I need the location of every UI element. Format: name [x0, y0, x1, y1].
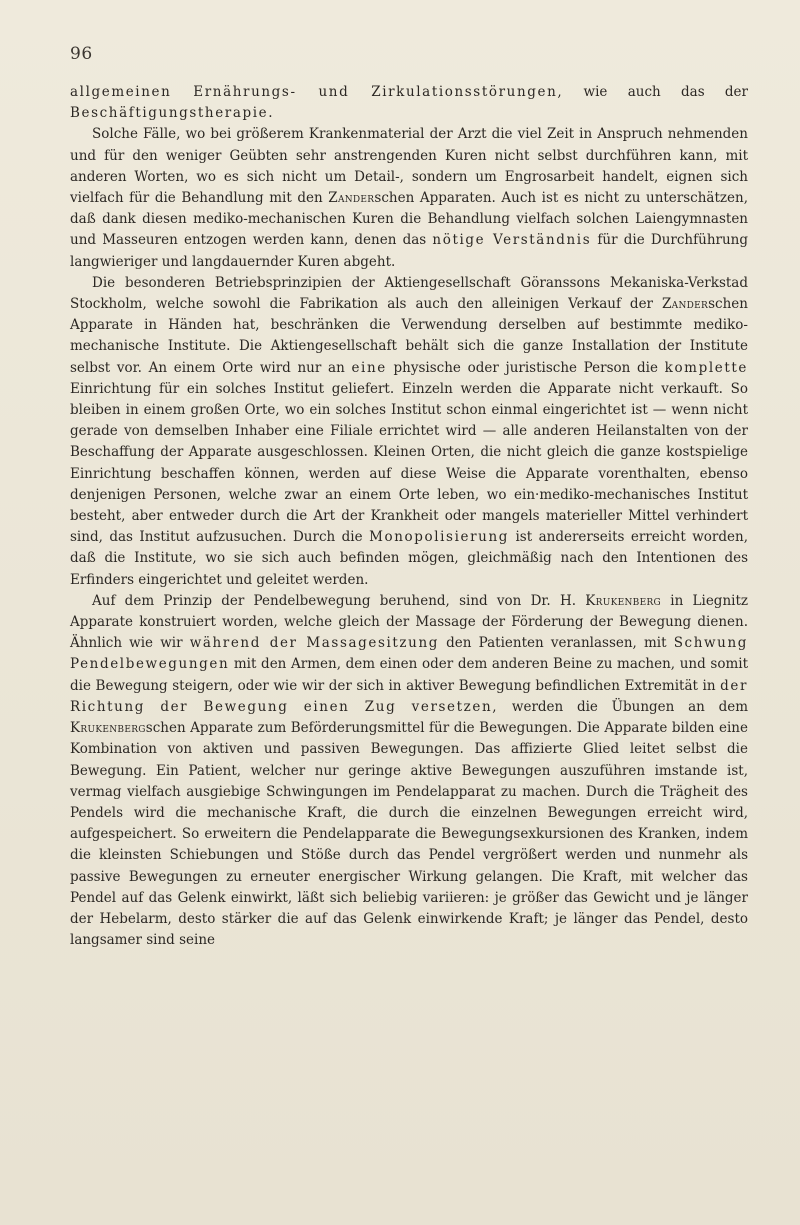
- text-run: mit den Armen, dem einen oder dem anderen Beine zu machen, und somit die Bewegung steigern, oder wie wir der sich in aktiver Bewegung befindlichen Extremität in: [70, 656, 748, 694]
- paragraph: [70, 82, 748, 124]
- text-spaced: Beschäftigungstherapie.: [70, 105, 275, 122]
- paragraph: [70, 124, 748, 272]
- body-text: [70, 82, 748, 951]
- text-spaced: der Richtung der Bewegung einen Zug versetzen,: [70, 677, 748, 715]
- text-run: Auf dem Prinzip der Pendelbewegung beruhend, sind von Dr. H.: [92, 592, 586, 609]
- text-smallcaps: Zander: [662, 296, 709, 313]
- text-spaced: Schwung Pendelbewegungen: [70, 635, 748, 673]
- text-run: Die besonderen Betriebsprinzipien der Aktiengesellschaft Göranssons Mekaniska-Verkstad Stockholm, welche sowohl die Fabrikation als auch den alleinigen Verkauf der: [70, 274, 748, 313]
- text-spaced: allgemeinen Ernährungs- und Zirkulationsstörungen,: [70, 84, 564, 100]
- text-run: physische oder juristische Person die: [386, 359, 665, 376]
- text-run: werden die Übungen an dem: [498, 698, 749, 715]
- text-run: Solche Fälle, wo bei größerem Krankenmaterial der Arzt die viel Zeit in Anspruch nehmenden und für den weniger Geübten sehr anstrengenden Kuren nicht selbst durchführen kann, mit anderen Worten, wo es sich nicht um Detail-, sondern um Engrosarbeit handelt, eignen sich vielfach für die Behandlung mit den: [70, 126, 748, 207]
- paragraph: [70, 591, 748, 951]
- page-number: 96: [70, 44, 93, 64]
- text-smallcaps: Krukenberg: [70, 720, 146, 737]
- text-spaced: komplette: [664, 359, 748, 376]
- text-run: den Patienten veranlassen, mit: [438, 635, 674, 652]
- text-spaced: nötige Verständnis: [432, 232, 592, 249]
- text-spaced: Monopolisierung: [369, 529, 509, 546]
- text-run: schen Apparaten. Auch ist es nicht zu unterschätzen, daß dank diesen mediko-mechanischen Kuren die Behandlung vielfach solchen Laiengymnasten und Masseuren entzogen werden kann, denen das: [70, 190, 748, 249]
- paragraph: [70, 273, 748, 591]
- text-run: schen Apparate in Händen hat, beschränken die Verwendung derselben auf bestimmte mediko-mechanische Institute. Die Aktiengesellschaft behält sich die ganze Installation der Institute selbst vor. An einem Orte wird nur an: [70, 296, 748, 376]
- text-run: für die Durchführung langwieriger und langdauernder Kuren abgeht.: [70, 232, 748, 270]
- text-spaced: während der Massagesitzung: [189, 635, 439, 652]
- text-run: wie auch das der: [563, 84, 748, 100]
- text-smallcaps: Zander: [328, 190, 375, 207]
- text-run: in Liegnitz Apparate konstruiert worden, welche gleich der Massage der Förderung der Bewegung dienen. Ähnlich wie wir: [70, 592, 748, 652]
- text-smallcaps: Krukenberg: [585, 592, 662, 609]
- text-run: schen Apparate zum Beförderungsmittel für die Bewegungen. Die Apparate bilden eine Kombination von aktiven und passiven Bewegungen. Das affizierte Glied leitet selbst die Bewegung. Ein Patient, welcher nur geringe aktive Bewegungen auszuführen imstande ist, vermag vielfach ausgiebige Schwingungen im Pendelapparat zu machen. Durch die Trägheit des Pendels wird die mechanische Kraft, die durch die einzelnen Bewegungen erreicht wird, aufgespeichert. So erweitern die Pendelapparate die Bewegungsexkursionen des Kranken, indem die kleinsten Schiebungen und Stöße durch das Pendel vergrößert werden und nunmehr als passive Bewegungen zu erneuter energischer Wirkung gelangen. Die Kraft, mit welcher das Pendel auf das Gelenk einwirkt, läßt sich beliebig variieren: je größer das Gewicht und je länger der Hebelarm, desto stärker die auf das Gelenk einwirkende Kraft; je länger das Pendel, desto langsamer sind seine: [70, 720, 748, 949]
- text-spaced: eine: [351, 359, 387, 376]
- text-run: Einrichtung für ein solches Institut geliefert. Einzeln werden die Apparate nicht verkauft. So bleiben in einem großen Orte, wo ein solches Institut schon einmal eingerichtet ist — wenn nicht gerade von demselben Inhaber eine Filiale errichtet wird — alle anderen Heilanstalten von der Beschaffung der Apparate ausgeschlossen. Kleinen Orten, die nicht gleich die ganze kostspielige Einrichtung beschaffen können, werden auf diese Weise die Apparate vorenthalten, ebenso denjenigen Personen, welche zwar an einem Orte leben, wo ein·mediko-mechanisches Institut besteht, aber entweder durch die Art der Krankheit oder mangels materieller Mittel verhindert sind, das Institut aufzusuchen. Durch die: [70, 380, 748, 546]
- text-run: ist andererseits erreicht worden, daß die Institute, wo sie sich auch befinden mögen, gleichmäßig nach den Intentionen des Erfinders eingerichtet und geleitet werden.: [70, 529, 748, 588]
